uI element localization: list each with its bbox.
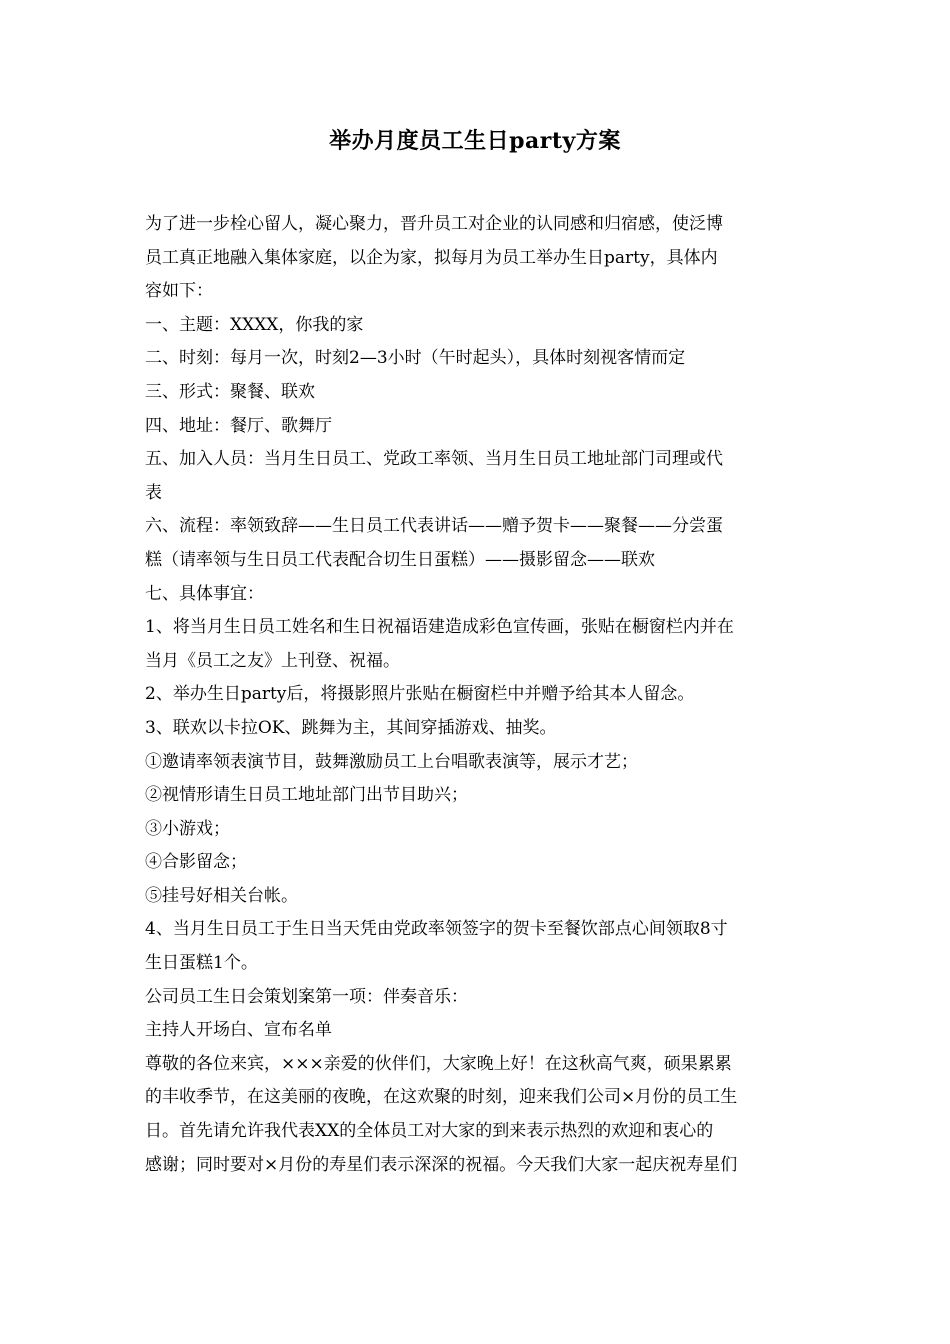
- text-line: 七、具体事宜：: [145, 583, 264, 604]
- text-line: 4、当月生日员工于生日当天凭由党政率领签字的贺卡至餐饮部点心间领取8寸: [145, 919, 728, 940]
- text-line: 当月《员工之友》上刊登、祝福。: [145, 650, 400, 671]
- text-line: 为了进一步栓心留人，凝心聚力，晋升员工对企业的认同感和归宿感，使泛博: [145, 214, 723, 234]
- text-line: ①邀请率领表演节目，鼓舞激励员工上台唱歌表演等，展示才艺；: [145, 751, 638, 772]
- text-line: 三、形式：聚餐、联欢: [145, 381, 315, 402]
- text-line: 3、联欢以卡拉OK、跳舞为主，其间穿插游戏、抽奖。: [145, 717, 557, 738]
- text-line: 容如下：: [145, 281, 213, 302]
- text-line: 1、将当月生日员工姓名和生日祝福语建造成彩色宣传画，张贴在橱窗栏内并在: [145, 617, 734, 638]
- text-line: ⑤挂号好相关台帐。: [145, 885, 298, 906]
- text-line: 2、举办生日party后，将摄影照片张贴在橱窗栏中并赠予给其本人留念。: [145, 684, 695, 705]
- text-line: 二、时刻：每月一次，时刻2—3小时（午时起头），具体时刻视客情而定: [145, 348, 686, 369]
- text-line: ③小游戏；: [145, 818, 230, 839]
- document-body: [145, 208, 810, 1182]
- text-line: 表: [145, 482, 162, 503]
- text-line: 主持人开场白、宣布名单: [145, 1020, 332, 1041]
- text-line: 生日蛋糕1个。: [145, 953, 258, 974]
- text-line: ②视情形请生日员工地址部门出节目助兴；: [145, 785, 468, 806]
- text-line: 糕（请率领与生日员工代表配合切生日蛋糕）——摄影留念——联欢: [145, 549, 655, 570]
- text-line: 六、流程：率领致辞——生日员工代表讲话——赠予贺卡——聚餐——分尝蛋: [145, 516, 723, 537]
- text-line: 员工真正地融入集体家庭，以企为家，拟每月为员工举办生日party，具体内: [145, 247, 718, 268]
- document-title: 举办月度员工生日party方案: [329, 128, 621, 154]
- text-line: 感谢；同时要对×月份的寿星们表示深深的祝福。今天我们大家一起庆祝寿星们: [145, 1154, 738, 1175]
- text-line: ④合影留念；: [145, 852, 247, 873]
- text-line: 日。首先请允许我代表XX的全体员工对大家的到来表示热烈的欢迎和衷心的: [145, 1121, 714, 1142]
- text-line: 四、地址：餐厅、歌舞厅: [145, 415, 332, 436]
- text-line: 公司员工生日会策划案第一项：伴奏音乐：: [145, 986, 468, 1007]
- text-line: 五、加入人员：当月生日员工、党政工率领、当月生日员工地址部门司理或代: [145, 449, 723, 470]
- text-line: 的丰收季节，在这美丽的夜晚，在这欢聚的时刻，迎来我们公司×月份的员工生: [145, 1087, 738, 1108]
- text-line: 一、主题：XXXX，你我的家: [145, 314, 364, 335]
- text-line: 尊敬的各位来宾，×××亲爱的伙伴们，大家晚上好！在这秋高气爽，硕果累累: [145, 1053, 732, 1074]
